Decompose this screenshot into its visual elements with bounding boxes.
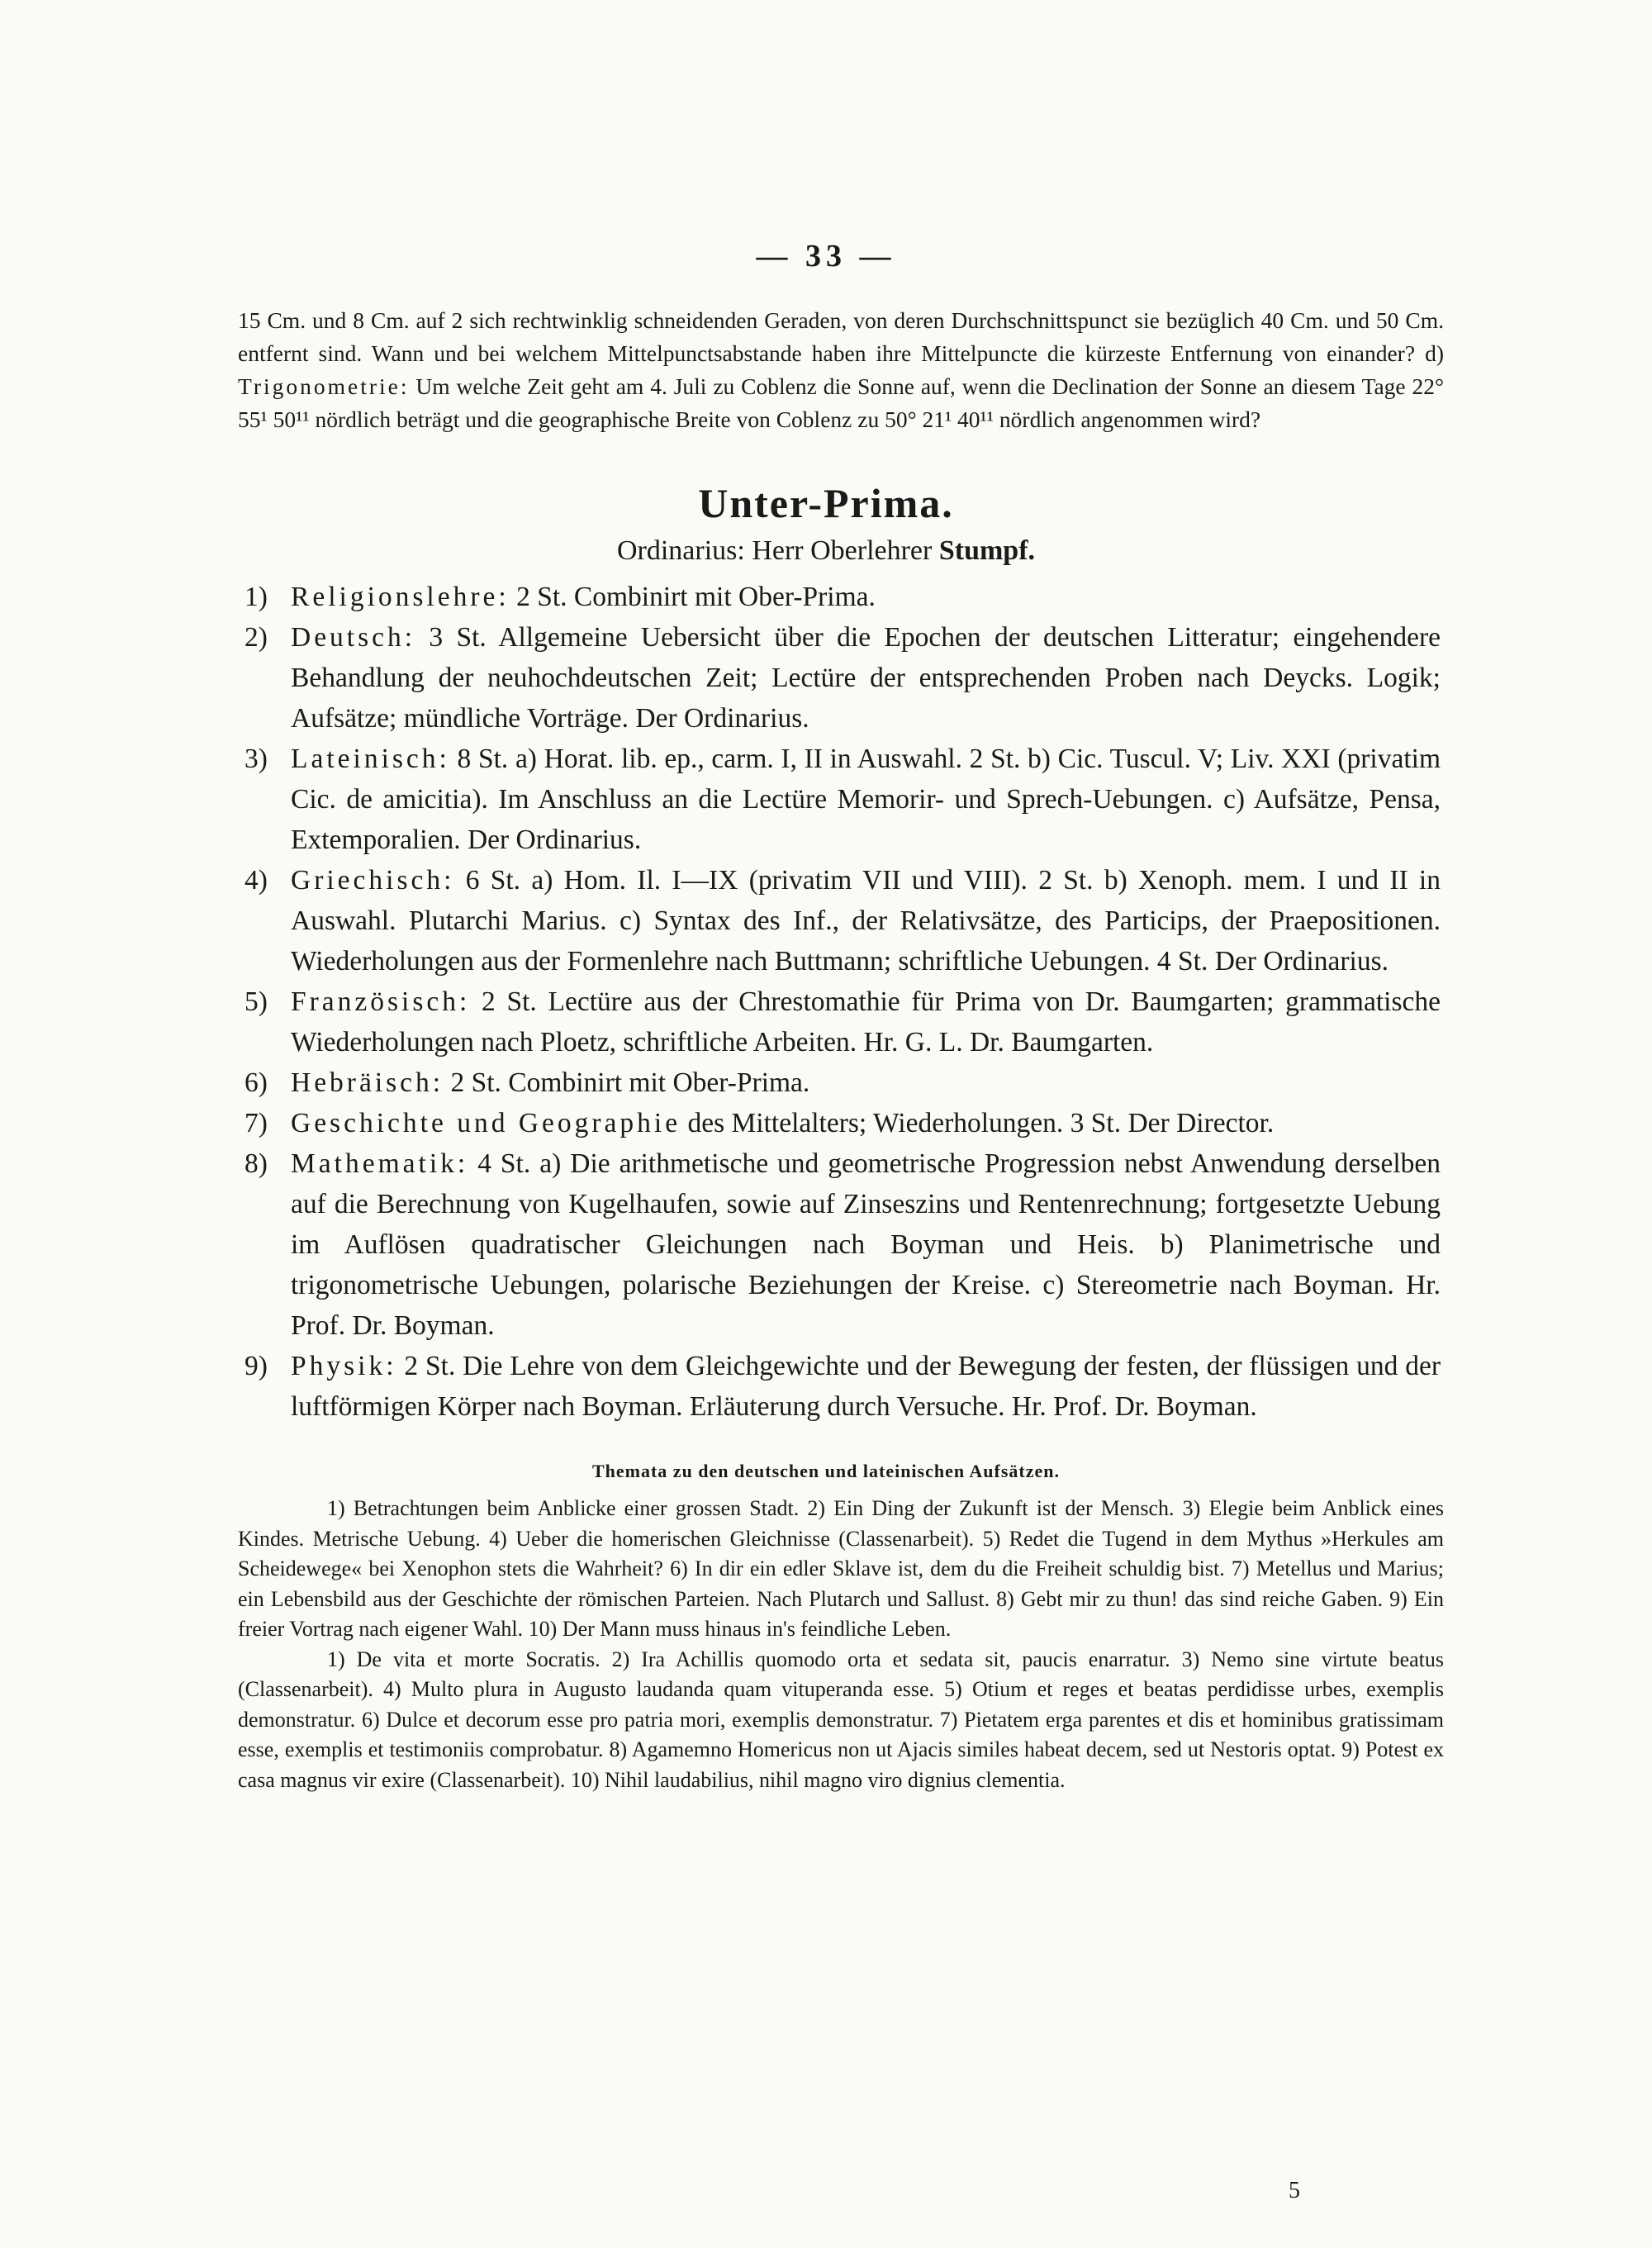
subject-number: 6) (244, 1067, 268, 1098)
subject-name: Hebräisch: (291, 1067, 444, 1098)
subject-name: Lateinisch: (291, 744, 450, 774)
subject-name: Griechisch: (291, 865, 455, 896)
subject-item (244, 577, 1441, 617)
subject-number: 4) (244, 865, 268, 896)
section-title: Unter-Prima. (698, 480, 954, 526)
subject-number: 5) (244, 986, 268, 1017)
subject-text: 6 St. a) Hom. Il. I—IX (privatim VII und VIII). 2 St. b) Xenoph. mem. I und II in Auswahl. Plutarchi Marius. c) Syntax des Inf., der Relativsätze, des Particips, der Praepositionen. Wiederholungen aus der Formenlehre nach Buttmann; schriftliche Uebungen. 4 St. Der Ordinarius. (291, 865, 1441, 977)
subject-text: 2 St. Combinirt mit Ober-Prima. (516, 582, 876, 612)
themes-title: Themata zu den deutschen und lateinischen Aufsätzen. (591, 1461, 1060, 1481)
subject-item (244, 981, 1441, 1062)
subject-name: Physik: (291, 1351, 397, 1381)
subject-number: 8) (244, 1148, 268, 1179)
subject-text: 2 St. Combinirt mit Ober-Prima. (450, 1067, 810, 1098)
subject-text: des Mittelalters; Wiederholungen. 3 St. Der Director. (687, 1108, 1275, 1138)
signature-mark: 5 (1289, 2178, 1300, 2203)
page-number: — 33 — (756, 239, 896, 273)
subject-name: Religionslehre: (291, 582, 510, 612)
subject-item (244, 1062, 1441, 1103)
subject-name: Mathematik: (291, 1148, 469, 1179)
subject-item (244, 617, 1441, 739)
subject-name: Französisch: (291, 986, 471, 1017)
themes-block (238, 1494, 1444, 1795)
ordinarius-line (0, 535, 1652, 567)
subject-item (244, 739, 1441, 860)
subject-text: 4 St. a) Die arithmetische und geometrische Progression nebst Anwendung derselben auf die Berechnung von Kugelhaufen, sowie auf Zinseszins und Rentenrechnung; fortgesetzte Uebung im Auflösen quadratischer Gleichungen nach Boyman und Heis. b) Planimetrische und trigonometrische Uebungen, polarische Beziehungen der Kreise. c) Stereometrie nach Boyman. Hr. Prof. Dr. Boyman. (291, 1148, 1441, 1341)
intro-text-after: Um welche Zeit geht am 4. Juli zu Coblenz die Sonne auf, wenn die Declination der Sonne an diesem Tage 22° 55¹ 50¹¹ nördlich beträgt und die geographische Breite von Coblenz zu 50° 21¹ 40¹¹ nördlich angenommen wird? (238, 373, 1444, 432)
subject-item (244, 1346, 1441, 1427)
trig-label: Trigonometrie: (238, 373, 410, 399)
latin-themes: 1) De vita et morte Socratis. 2) Ira Achillis quomodo orta et sedata sit, paucis enarratur. 3) Nemo sine virtute beatus (Classenarbeit). 4) Multo plura in Augusto laudanda quam vituperanda esse. 5) Otium et reges et beatas perdidisse urbes, exemplis demonstratur. 6) Dulce et decorum esse pro patria mori, exemplis demonstratur. 7) Pietatem erga parentes et dis et hominibus gratissimam esse, exemplis et testimoniis comprobatur. 8) Agamemno Homericus non ut Ajacis similes habeat decem, sed ut Nestoris optat. 9) Potest ex casa magnus vir exire (Classenarbeit). 10) Nihil laudabilius, nihil magno viro dignius clementia. (238, 1647, 1444, 1792)
subject-name: Geschichte und Geographie (291, 1108, 681, 1138)
subject-name: Deutsch: (291, 622, 416, 653)
ordinarius-label: Ordinarius: Herr Oberlehrer (616, 535, 933, 566)
subject-number: 7) (244, 1108, 268, 1138)
german-themes: 1) Betrachtungen beim Anblicke einer grossen Stadt. 2) Ein Ding der Zukunft ist der Mensch. 3) Elegie beim Anblick eines Kindes. Metrische Uebung. 4) Ueber die homerischen Gleichnisse (Classenarbeit). 5) Redet die Tugend in dem Mythus »Herkules am Scheidewege« bei Xenophon stets die Wahrheit? 6) In dir ein edler Sklave ist, dem du die Freiheit schuldig bist. 7) Metellus und Marius; ein Lebensbild aus der Geschichte der römischen Parteien. Nach Plutarch und Sallust. 8) Gebt mir zu thun! das sind reiche Gaben. 9) Ein freier Vortrag nach eigener Wahl. 10) Der Mann muss hinaus in's feindliche Leben. (238, 1496, 1444, 1641)
ordinarius-name: Stumpf. (938, 535, 1036, 566)
subject-number: 2) (244, 622, 268, 653)
intro-paragraph (238, 304, 1444, 436)
subject-number: 1) (244, 582, 268, 612)
subject-item (244, 860, 1441, 981)
subject-number: 9) (244, 1351, 268, 1381)
subject-text: 3 St. Allgemeine Uebersicht über die Epochen der deutschen Litteratur; eingehendere Behandlung der neuhochdeutschen Zeit; Lectüre der entsprechenden Proben nach Deycks. Logik; Aufsätze; mündliche Vorträge. Der Ordinarius. (291, 622, 1441, 734)
subject-text: 2 St. Die Lehre von dem Gleichgewichte und der Bewegung der festen, der flüssigen und der luftförmigen Körper nach Boyman. Erläuterung durch Versuche. Hr. Prof. Dr. Boyman. (291, 1351, 1441, 1422)
subject-item (244, 1103, 1441, 1143)
subject-item (244, 1143, 1441, 1346)
subject-list (244, 577, 1441, 1427)
subject-text: 2 St. Lectüre aus der Chrestomathie für Prima von Dr. Baumgarten; grammatische Wiederholungen nach Ploetz, schriftliche Arbeiten. Hr. G. L. Dr. Baumgarten. (291, 986, 1441, 1057)
subject-text: 8 St. a) Horat. lib. ep., carm. I, II in Auswahl. 2 St. b) Cic. Tuscul. V; Liv. XXI (privatim Cic. de amicitia). Im Anschluss an die Lectüre Memorir- und Sprech-Uebungen. c) Aufsätze, Pensa, Extemporalien. Der Ordinarius. (291, 744, 1441, 855)
intro-text-before: 15 Cm. und 8 Cm. auf 2 sich rechtwinklig schneidenden Geraden, von deren Durchschnittspunct sie bezüglich 40 Cm. und 50 Cm. entfernt sind. Wann und bei welchem Mittelpunctsabstande haben ihre Mittelpuncte die kürzeste Entfernung von einander? d) (238, 307, 1444, 366)
subject-number: 3) (244, 744, 268, 774)
